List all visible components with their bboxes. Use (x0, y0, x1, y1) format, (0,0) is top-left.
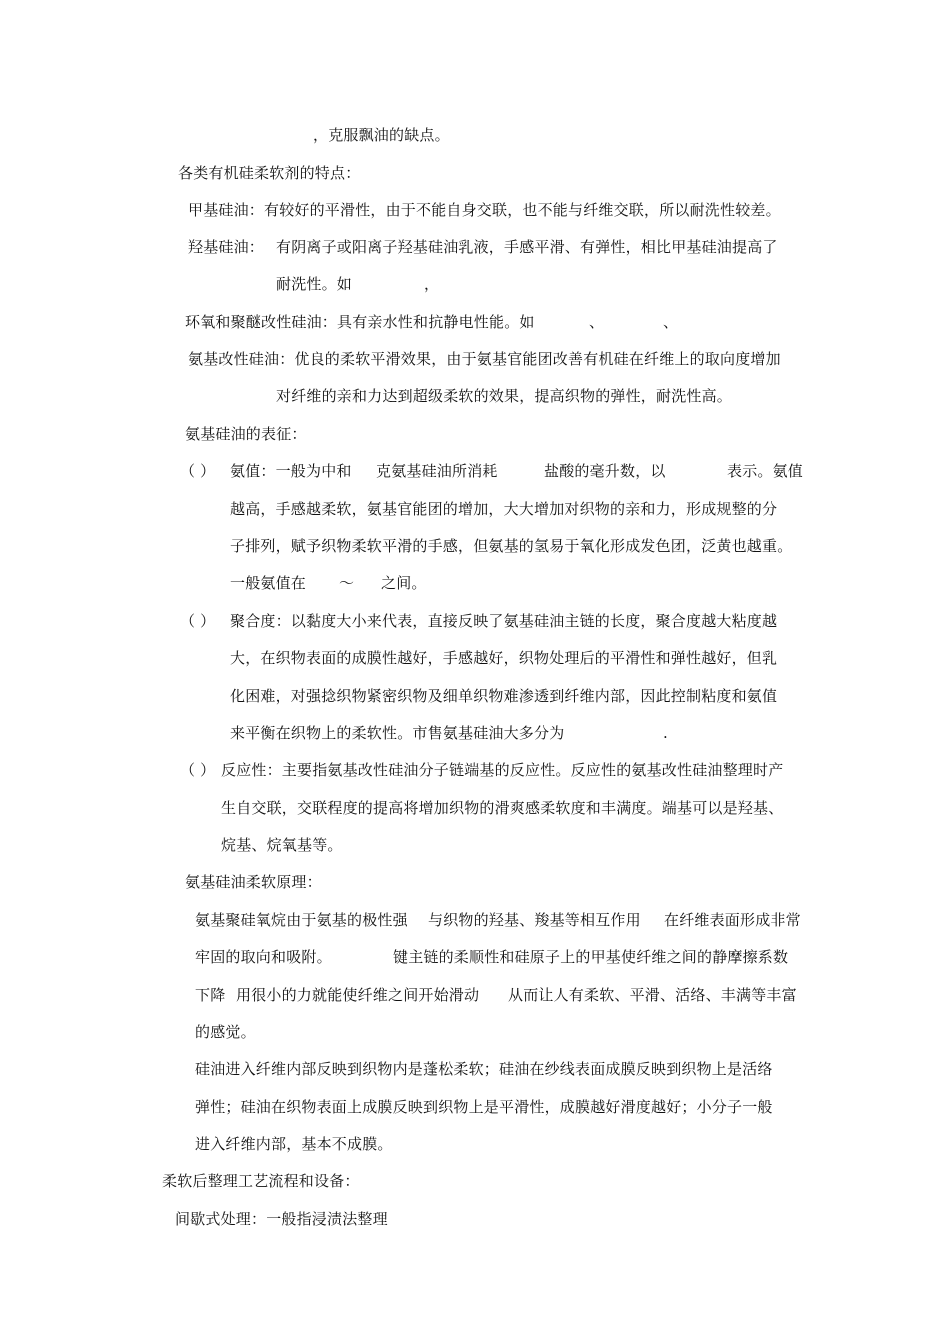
text-line: 氨值：一般为中和 (230, 462, 352, 480)
text-line: 耐洗性。如 (276, 275, 353, 293)
text-line: ， (424, 275, 440, 293)
text-line: 子排列，赋予织物柔软平滑的手感，但氨基的氢易于氧化形成发色团，泛黄也越重。 (230, 537, 793, 555)
text-line: 之间。 (381, 574, 427, 592)
text-line: . (663, 724, 668, 742)
text-line: 盐酸的毫升数，以 (544, 462, 666, 480)
list-marker: （ ） (180, 761, 216, 779)
section-heading: 各类有机硅柔软剂的特点： (178, 164, 361, 182)
text-line: 环氧和聚醚改性硅油：具有亲水性和抗静电性能。如 (185, 313, 535, 331)
text-line: 一般氨值在 (230, 574, 307, 592)
text-line: 有阴离子或阳离子羟基硅油乳液，手感平滑、有弹性，相比甲基硅油提高了 (276, 238, 778, 256)
section-heading: 氨基硅油柔软原理： (185, 873, 322, 891)
text-line: 反应性：主要指氨基改性硅油分子链端基的反应性。反应性的氨基改性硅油整理时产 (221, 761, 784, 779)
text-line: 间歇式处理：一般指浸渍法整理 (175, 1210, 388, 1228)
text-line: 用很小的力就能使纤维之间开始滑动 (236, 986, 480, 1004)
text-line: 氨基改性硅油：优良的柔软平滑效果，由于氨基官能团改善有机硅在纤维上的取向度增加 (188, 350, 781, 368)
section-heading: 氨基硅油的表征： (185, 425, 307, 443)
section-heading: 柔软后整理工艺流程和设备： (162, 1172, 360, 1190)
text-line: 生自交联，交联程度的提高将增加织物的滑爽感柔软度和丰满度。端基可以是羟基、 (221, 799, 784, 817)
text-line: 化困难，对强捻织物紧密织物及细单织物难渗透到纤维内部，因此控制粘度和氨值 (230, 687, 778, 705)
text-line: 下降 (195, 986, 226, 1004)
text-line: 聚合度：以黏度大小来代表，直接反映了氨基硅油主链的长度，聚合度越大粘度越 (230, 612, 778, 630)
text-line: 的感觉。 (195, 1023, 256, 1041)
text-line: 大，在织物表面的成膜性越好，手感越好，织物处理后的平滑性和弹性越好，但乳 (230, 649, 778, 667)
text-line: ，克服飘油的缺点。 (313, 126, 450, 144)
text-line: 牢固的取向和吸附。 (195, 948, 332, 966)
text-line: 、 (589, 313, 605, 331)
text-line: 对纤维的亲和力达到超级柔软的效果，提高织物的弹性，耐洗性高。 (276, 387, 733, 405)
text-line: ～ (339, 574, 355, 592)
text-line: 在纤维表面形成非常 (664, 911, 801, 929)
text-line: 进入纤维内部，基本不成膜。 (195, 1135, 393, 1153)
text-line: 烷基、烷氧基等。 (221, 836, 343, 854)
text-line: 氨基聚硅氧烷由于氨基的极性强 (195, 911, 408, 929)
text-line: 克氨基硅油所消耗 (376, 462, 498, 480)
text-line: 表示。氨值 (727, 462, 804, 480)
text-line: 越高，手感越柔软，氨基官能团的增加，大大增加对织物的亲和力，形成规整的分 (230, 500, 778, 518)
text-line: 来平衡在织物上的柔软性。市售氨基硅油大多分为 (230, 724, 565, 742)
text-line: 硅油进入纤维内部反映到织物内是蓬松柔软；硅油在纱线表面成膜反映到织物上是活络 (195, 1060, 773, 1078)
text-line: 从而让人有柔软、平滑、活络、丰满等丰富 (508, 986, 797, 1004)
text-line: 甲基硅油：有较好的平滑性，由于不能自身交联，也不能与纤维交联，所以耐洗性较差。 (188, 201, 781, 219)
text-line: 羟基硅油： (188, 238, 265, 256)
text-line: 弹性；硅油在织物表面上成膜反映到织物上是平滑性，成膜越好滑度越好；小分子一般 (195, 1098, 773, 1116)
text-line: 、 (663, 313, 679, 331)
list-marker: （ ） (180, 462, 216, 480)
text-line: 与织物的羟基、羧基等相互作用 (428, 911, 641, 929)
list-marker: （ ） (180, 612, 216, 630)
text-line: 键主链的柔顺性和硅原子上的甲基使纤维之间的静摩擦系数 (393, 948, 789, 966)
